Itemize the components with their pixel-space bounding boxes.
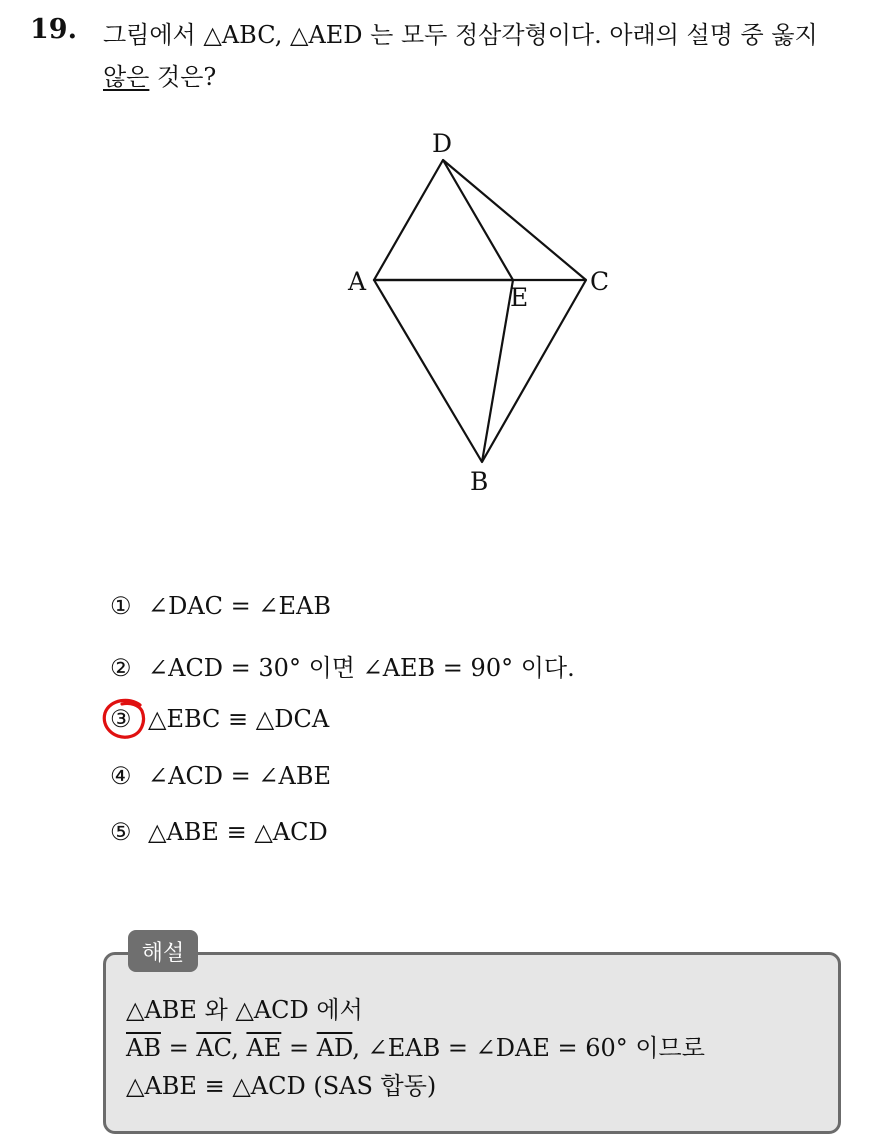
solution-line2 [126,1028,705,1063]
equals-1: = [160,1034,197,1062]
equals-2: = [281,1034,317,1062]
solution-tag: 해설 [128,930,198,972]
solution-line2-rest: , ∠EAB = ∠DAE = 60° 이므로 [352,1034,705,1062]
triangle-abc [374,280,586,462]
question-number: 19. [30,14,77,45]
choice-4-text: ∠ACD = ∠ABE [148,762,332,790]
choice-1[interactable] [110,592,331,620]
question-text-line2 [103,57,216,92]
comma-1: , [231,1034,247,1062]
choice-4[interactable] [110,762,331,790]
choice-3-text: △EBC ≡ △DCA [148,705,330,733]
question-text-rest: 것은? [149,63,217,91]
label-e: E [510,283,529,312]
segment-ae: $\overline{AE}$ [246,1034,282,1062]
solution-line3: △ABE ≡ △ACD (SAS 합동) [126,1072,437,1100]
segment-ac: $\overline{AC}$ [196,1034,232,1062]
label-a: A [348,267,367,296]
segment-ab: $\overline{AB}$ [126,1034,161,1062]
question-text-line1: 그림에서 △ABC, △AED 는 모두 정삼각형이다. 아래의 설명 중 옳지 [103,21,818,49]
choice-1-marker: ① [110,592,132,620]
segment-dc [443,160,586,280]
underlined-word: 않은 [103,63,150,91]
choice-5-marker: ⑤ [110,818,132,846]
choice-2[interactable] [110,648,575,683]
choice-2-marker: ② [110,654,132,682]
segment-ad: $\overline{AD}$ [316,1034,353,1062]
choice-4-marker: ④ [110,762,132,790]
choice-2-text: ∠ACD = 30° 이면 ∠AEB = 90° 이다. [148,654,575,682]
choice-3-marker: ③ [110,705,132,733]
geometry-figure [330,120,630,500]
solution-line1: △ABE 와 △ACD 에서 [126,996,363,1024]
choice-1-text: ∠DAC = ∠EAB [148,592,332,620]
answer-circle-mark [100,695,150,743]
label-d: D [432,129,453,158]
triangle-aed [374,160,513,280]
label-b: B [470,467,489,496]
label-c: C [590,267,610,296]
choice-5[interactable] [110,818,328,846]
choice-5-text: △ABE ≡ △ACD [148,818,328,846]
